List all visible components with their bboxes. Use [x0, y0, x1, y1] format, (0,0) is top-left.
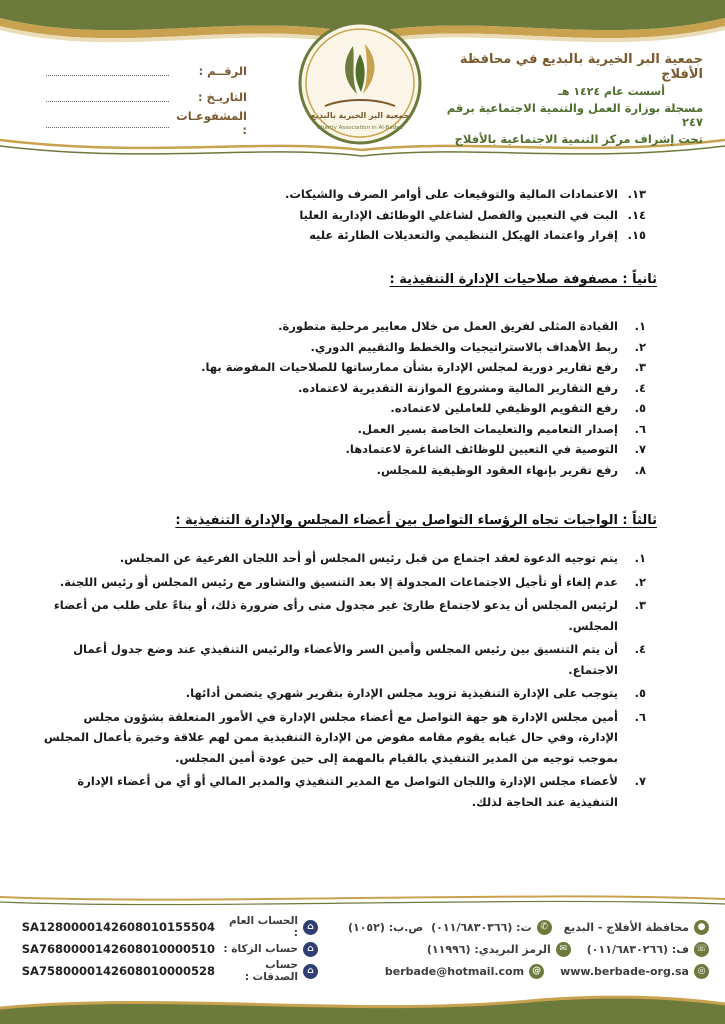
- ref-date-line: [46, 93, 169, 102]
- list-item: ٣. رفع تقارير دورية لمجلس الإدارة بشأن ممارساتها للصلاحيات المفوضة بها.: [201, 360, 646, 374]
- bank-accounts: [18, 916, 318, 982]
- list-item: ٤. رفع التقارير المالية ومشروع الموازنة التقديرية لاعتماده.: [298, 380, 646, 395]
- phone-text: ت: (٠١١/٦٨٣٠٣٦٦): [431, 920, 532, 934]
- organization-info: [443, 52, 703, 149]
- fax-row: [329, 938, 709, 960]
- section-3-heading: ثالثاً : الواجبات تجاه الرؤساء التواصل بين أعضاء المجلس والإدارة التنفيذية :: [175, 513, 657, 528]
- account-row: ⌂ حساب الصدقات : SA7580000142608010000528: [18, 960, 318, 982]
- list-item: ٦. أمين مجلس الإدارة هو جهة التواصل مع أعضاء مجلس الإدارة في الأمور المتعلقة بشؤون مجلس الإدارة، وفي حال غيابه يقوم مقامه مفوض من الإدارة التنفيذية ممن لهم علاقة وخبرة بأعمال المجلس بموجب توجيه من المدير التنفيذي بالقيام بالمهمة إلى حين عودة أمين المجلس.: [43, 709, 646, 765]
- footer-divider: [0, 893, 725, 907]
- list-item: ١٤. البت في التعيين والفصل لشاغلي الوظائف الإدارية العليا: [299, 207, 646, 222]
- list-item: ٧. التوصية في التعيين للوظائف الشاغرة لاعتمادها.: [345, 442, 646, 456]
- ref-date-label: التاريـخ :: [197, 90, 247, 104]
- postal-code-text: الرمز البريدي: (١١٩٩٦): [426, 942, 551, 956]
- bank-icon: ⌂: [303, 942, 318, 957]
- org-registration: مسجلة بوزارة العمل والتنمية الاجتماعية برقم ٢٤٧: [446, 101, 703, 129]
- executive-powers-list: [90, 316, 650, 480]
- website-link[interactable]: www.berbade-org.sa: [560, 964, 689, 978]
- address-text: محافظة الأفلاج - البديع: [563, 920, 689, 934]
- footer: [0, 908, 725, 1024]
- ref-date-row: [42, 84, 247, 110]
- ref-number-row: [42, 58, 247, 84]
- contact-info: [329, 916, 709, 982]
- org-supervision: تحت إشراف مركز التنمية الاجتماعية بالأفلاج: [454, 132, 703, 146]
- ref-attachments-row: [42, 110, 247, 136]
- phone-icon: ✆: [537, 920, 552, 935]
- bank-icon: ⌂: [303, 964, 318, 979]
- svg-text:Charity Association in Al-Bade: Charity Association in Al-Badee: [317, 125, 403, 131]
- list-item: ٤. أن يتم التنسيق بين رئيس المجلس وأمين السر والأعضاء والرئيس التنفيذي عند وضع جدول أعمال الاجتماع.: [73, 642, 646, 677]
- ref-attachments-label: المشفوعـات :: [176, 109, 247, 137]
- web-row: [329, 960, 709, 982]
- account-row: ⌂ الحساب العام : SA1280000142608010155504: [18, 916, 318, 938]
- list-item: ٦. إصدار التعاميم والتعليمات الخاصة بسير العمل.: [357, 421, 646, 436]
- list-item: ٣. لرئيس المجلس أن يدعو لاجتماع طارئ غير مجدول متى رأى ضرورة ذلك، أو بناءً على طلب من أعضاء المجلس.: [53, 598, 646, 633]
- reference-fields: [42, 58, 247, 136]
- list-item: ٨. رفع تقرير بإنهاء العقود الوظيفية للمجلس.: [376, 462, 646, 477]
- location-pin-icon: ●: [694, 920, 709, 935]
- communication-duties-list: [40, 548, 650, 815]
- footer-decoration: [0, 984, 725, 1024]
- list-item: ١٣. الاعتمادات المالية والتوقيعات على أوامر الصرف والشيكات.: [284, 187, 646, 201]
- charity-logo: [295, 18, 425, 148]
- list-item: ٢. ربط الأهداف بالاستراتيجيات والخطط والتقييم الدوري.: [310, 339, 646, 354]
- org-founded: أسست عام ١٤٢٤ هـ: [558, 85, 665, 98]
- list-item: ٢. عدم إلغاء أو تأجيل الاجتماعات المجدولة إلا بعد التنسيق والتشاور مع رئيس المجلس أو رئيس اللجنة.: [59, 574, 646, 589]
- ref-number-line: [46, 67, 169, 76]
- list-item: ١. القيادة المثلى لفريق العمل من خلال معايير مرحلية متطورة.: [278, 319, 646, 333]
- address-row: [329, 916, 709, 938]
- section-2-heading: ثانياً : مصفوفة صلاحيات الإدارة التنفيذية :: [389, 272, 657, 287]
- list-item: ٥. يتوجب على الإدارة التنفيذية تزويد مجلس الإدارة بتقرير شهري يتضمن أدائها.: [185, 686, 646, 700]
- globe-icon: ◎: [694, 964, 709, 979]
- email-link[interactable]: berbade@hotmail.com: [384, 964, 525, 978]
- ref-number-label: الرقــم :: [198, 64, 247, 78]
- mailbox-icon: ✉: [556, 942, 571, 957]
- email-icon: @: [529, 964, 544, 979]
- list-item: ١. يتم توجيه الدعوة لعقد اجتماع من قبل رئيس المجلس أو أحد اللجان الفرعية عن المجلس.: [119, 551, 646, 565]
- account-number: SA7580000142608010000528: [21, 964, 215, 978]
- account-number: SA7680000142608010000510: [21, 942, 215, 956]
- svg-text:جمعية البر الخيرية بالبديع: جمعية البر الخيرية بالبديع: [310, 111, 410, 120]
- list-item: ١٥. إقرار واعتماد الهيكل التنظيمي والتعديلات الطارئة عليه: [309, 228, 646, 242]
- list-item: ٥. رفع التقويم الوظيفي للعاملين لاعتماده.: [390, 401, 646, 415]
- list-item: ٧. لأعضاء مجلس الإدارة واللجان التواصل مع المدير التنفيذي والمدير المالي أو أي من أعضاء الإدارة التنفيذية عند الحاجة لذلك.: [77, 774, 646, 809]
- board-powers-list-continued: [90, 184, 650, 246]
- bank-icon: ⌂: [303, 920, 318, 935]
- ref-attachments-line: [46, 119, 169, 128]
- account-number: SA1280000142608010155504: [21, 920, 215, 934]
- fax-text: ف: (٠١١/٦٨٣٠٢٦٦): [586, 942, 689, 956]
- pobox-text: ص.ب: (١٠٥٢): [347, 920, 424, 934]
- org-name: جمعية البر الخيرية بالبديع في محافظة الأفلاج: [459, 52, 703, 82]
- fax-icon: ☏: [694, 942, 709, 957]
- account-row: ⌂ حساب الزكاة : SA7680000142608010000510: [18, 938, 318, 960]
